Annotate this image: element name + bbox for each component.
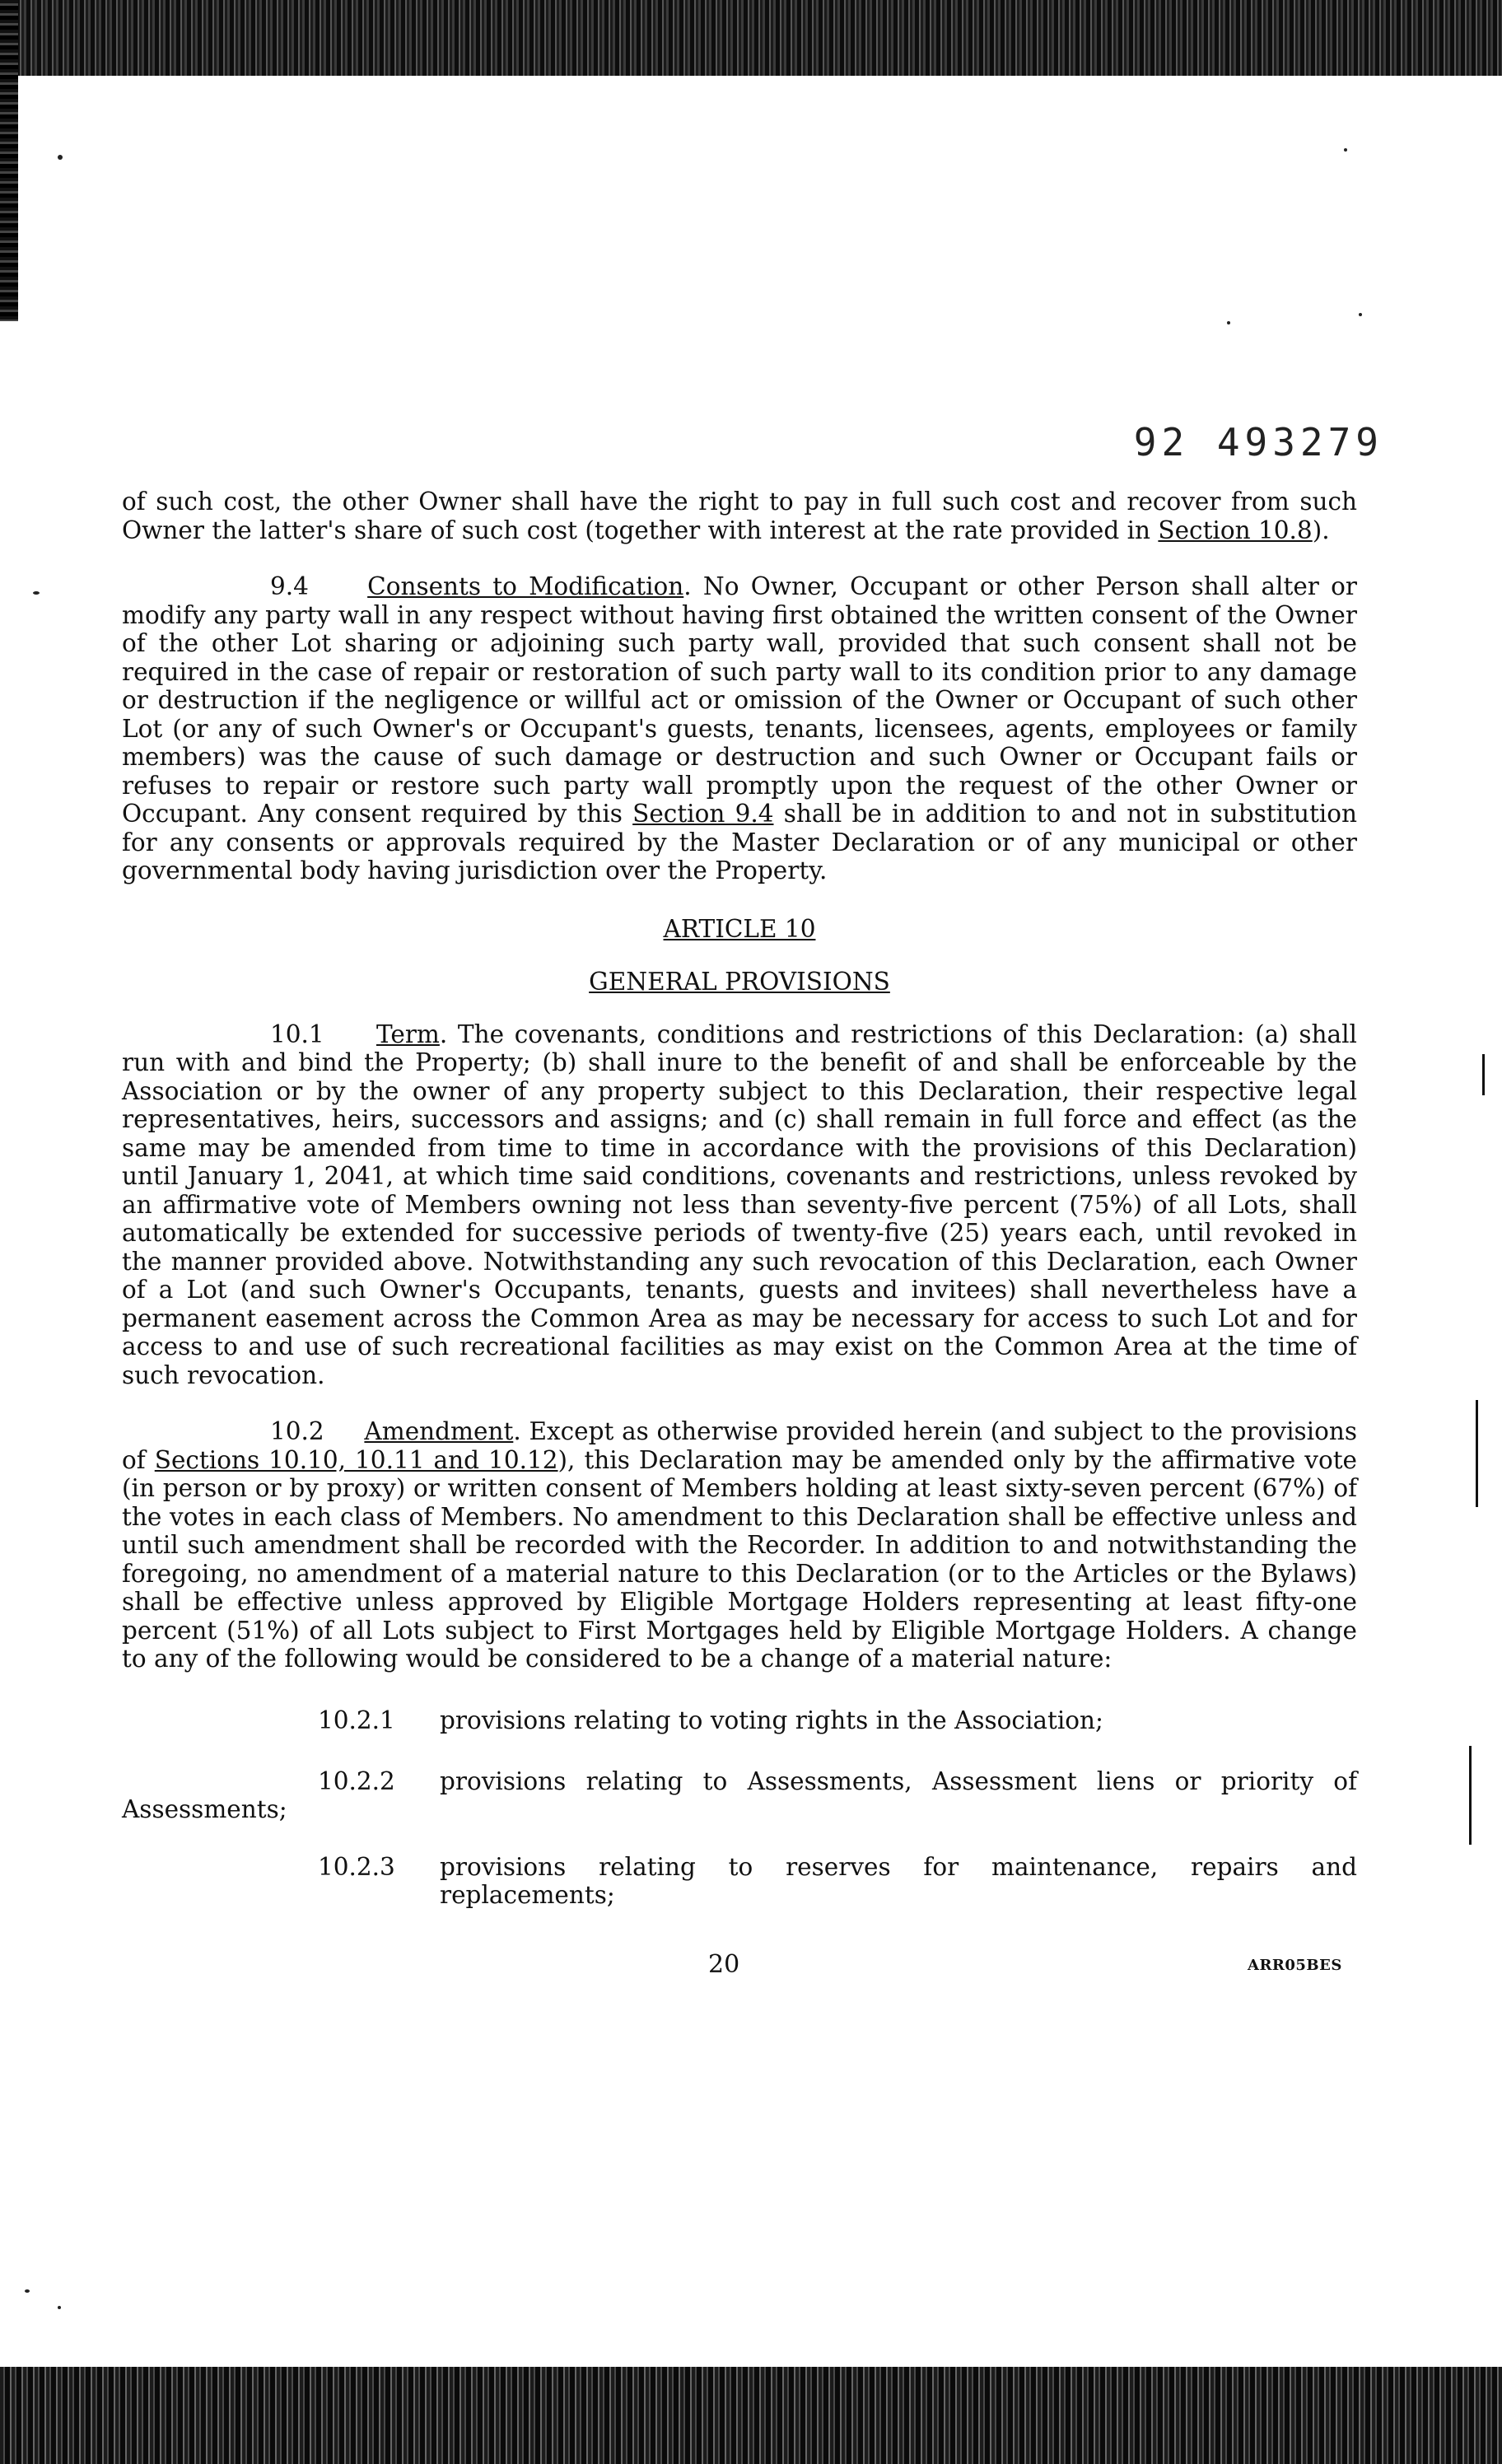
scan-speck <box>58 155 63 160</box>
section-reference: Section 10.8 <box>1158 516 1313 544</box>
subsection-10-2-1 <box>122 1706 1357 1734</box>
paragraph-continuation: of such cost, the other Owner shall have the right to pay in full such cost and recover from such Owner the latter's share of such cost (together with interest at the rate provided in Section 10.8). <box>122 488 1357 544</box>
subsection-number: 10.2.3 <box>318 1853 395 1881</box>
section-number: 10.1 <box>270 1020 324 1048</box>
article-heading: ARTICLE 10 <box>663 914 816 943</box>
scan-speck <box>25 2289 30 2293</box>
section-10-2: 10.2 Amendment. Except as otherwise provided herein (and subject to the provisions of Sections 10.10, 10.11 and 10.12), this Declaration may be amended only by the affirmative vote (in person or by proxy) or written consent of Members holding at least sixty-seven percent (67%) of the votes in each class of Members. No amendment to this Declaration shall be effective unless and until such amendment shall be recorded with the Recorder. In addition to and notwithstanding the foregoing, no amendment of a material nature to this Declaration (or to the Articles or the Bylaws) shall be effective unless approved by Eligible Mortgage Holders representing at least fifty-one percent (51%) of all Lots subject to First Mortgages held by Eligible Mortgage Holders. A change to any of the following would be considered to be a change of a material nature: <box>122 1417 1358 1673</box>
subsection-10-2-3 <box>122 1853 1357 1909</box>
subsection-number: 10.2.2 <box>318 1766 395 1795</box>
scan-speck <box>1227 321 1230 324</box>
scan-border-left <box>0 0 18 321</box>
subsection-continuation: Assessments; <box>122 1794 287 1823</box>
scan-border-bottom <box>0 2367 1502 2464</box>
document-code: ARR05BES <box>1248 1957 1342 1974</box>
margin-mark <box>1469 1746 1472 1845</box>
page-number: 20 <box>708 1950 740 1979</box>
scan-speck <box>58 2306 61 2309</box>
section-title: Consents to Modification <box>367 572 684 600</box>
section-10-1: 10.1 Term. The covenants, conditions and restrictions of this Declaration: (a) shall run with and bind the Property; (b) shall inure to the benefit of and shall be enforceable by the Association or by the owner of any property subject to this Declaration, their respective legal representatives, heirs, successors and assigns; and (c) shall remain in full force and effect (as the same may be amended from time to time in accordance with the provisions of this Declaration) until January 1, 2041, at which time said conditions, covenants and restrictions, unless revoked by an affirmative vote of Members owning not less than seventy-five percent (75%) of all Lots, shall automatically be extended for successive periods of twenty-five (25) years each, until revoked in the manner provided above. Notwithstanding any such revocation of this Declaration, each Owner of a Lot (and such Owner's Occupants, tenants, guests and invitees) shall nevertheless have a permanent easement across the Common Area as may be necessary for access to such Lot and for access to and use of such recreational facilities as may exist on the Common Area at the time of such revocation. <box>122 1020 1357 1389</box>
subsection-text: provisions relating to Assessments, Assessment liens or priority of <box>440 1766 1357 1795</box>
section-title: Amendment <box>364 1417 514 1445</box>
section-reference: Section 9.4 <box>632 800 774 828</box>
scan-speck <box>33 591 40 595</box>
document-body <box>122 488 1357 1909</box>
section-9-4: 9.4 Consents to Modification. No Owner, Occupant or other Person shall alter or modify any party wall in any respect without having first obtained the written consent of the Owner of the other Lot sharing or adjoining such party wall, provided that such consent shall not be required in the case of repair or restoration of such party wall to its condition prior to any damage or destruction if the negligence or willful act or omission of the Owner or Occupant of such other Lot (or any of such Owner's or Occupant's guests, tenants, licensees, agents, employees or family members) was the cause of such damage or destruction and such Owner or Occupant fails or refuses to repair or restore such party wall promptly upon the request of the other Owner or Occupant. Any consent required by this Section 9.4 shall be in addition to and not in substitution for any consents or approvals required by the Master Declaration or of any municipal or other governmental body having jurisdiction over the Property. <box>122 572 1357 884</box>
document-number: 92 493279 <box>1133 420 1383 464</box>
section-title: Term <box>376 1020 440 1048</box>
article-title: GENERAL PROVISIONS <box>589 967 890 996</box>
subsection-text: provisions relating to reserves for maintenance, repairs and replacements; <box>440 1853 1357 1909</box>
section-number: 9.4 <box>270 572 309 600</box>
section-number: 10.2 <box>270 1417 324 1445</box>
margin-mark <box>1482 1054 1485 1095</box>
scan-border-top <box>0 0 1502 76</box>
margin-mark <box>1476 1400 1478 1507</box>
scan-speck <box>1359 313 1362 316</box>
subsection-10-2-2 <box>122 1767 1357 1795</box>
subsection-text: provisions relating to voting rights in the Association; <box>440 1706 1103 1734</box>
scan-speck <box>1344 148 1347 152</box>
subsection-number: 10.2.1 <box>318 1706 395 1734</box>
section-reference: Sections 10.10, 10.11 and 10.12 <box>154 1445 558 1474</box>
page-footer <box>0 1950 1502 1983</box>
